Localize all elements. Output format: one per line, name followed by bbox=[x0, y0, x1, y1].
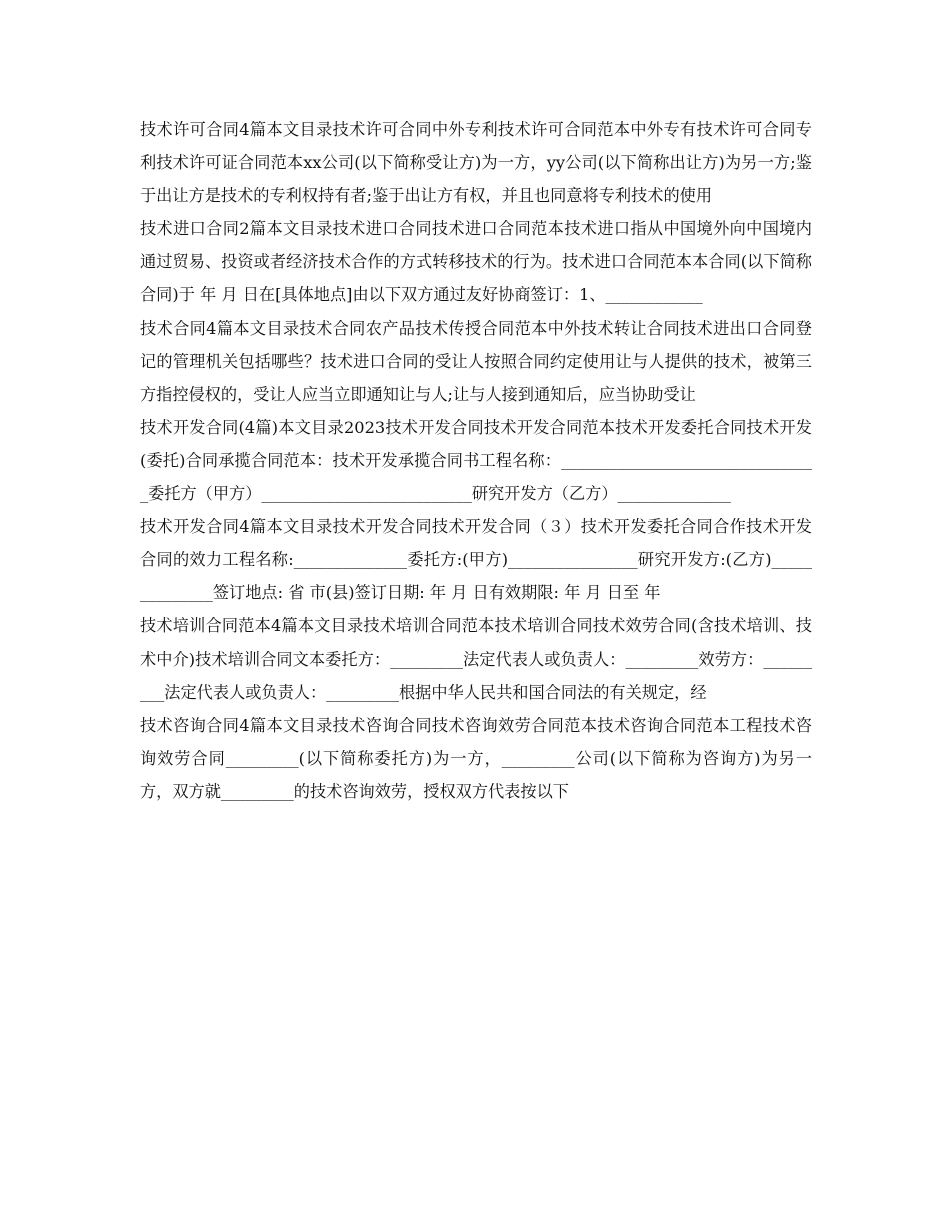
paragraph-technology-training-contract: 技术培训合同范本4篇本文目录技术培训合同范本技术培训合同技术效劳合同(含技术培训、技术中介)技术培训合同文本委托方：_________法定代表人或负责人：_________效劳方：_________法定代表人或负责人：_________根据中华人民共和国合同法的有关规定，经 bbox=[140, 616, 812, 702]
paragraph-technology-license-contract: 技术许可合同4篇本文目录技术许可合同中外专利技术许可合同范本中外专有技术许可合同专利技术许可证合同范本xx公司(以下简称受让方)为一方，yy公司(以下简称出让方)为另一方;鉴于出让方是技术的专利权持有者;鉴于出让方有权，并且也同意将专利技术的使用 bbox=[140, 120, 812, 206]
paragraph-technology-contract: 技术合同4篇本文目录技术合同农产品技术传授合同范本中外技术转让合同技术进出口合同登记的管理机关包括哪些？技术进口合同的受让人按照合同约定使用让与人提供的技术，被第三方指控侵权的，受让人应当立即通知让与人;让与人接到通知后，应当协助受让 bbox=[140, 318, 812, 404]
paragraph-technology-import-contract: 技术进口合同2篇本文目录技术进口合同技术进口合同范本技术进口指从中国境外向中国境内通过贸易、投资或者经济技术合作的方式转移技术的行为。技术进口合同范本本合同(以下简称合同)于 年 月 日在[具体地点]由以下双方通过友好协商签订：1、____________ bbox=[140, 219, 812, 305]
paragraph-technology-development-contract-a: 技术开发合同(4篇)本文目录2023技术开发合同技术开发合同范本技术开发委托合同技术开发(委托)合同承揽合同范本：技术开发承揽合同书工程名称：________________________________委托方（甲方）__________________________研究开发方（乙方）______________ bbox=[140, 417, 812, 504]
document-body bbox=[140, 113, 812, 808]
paragraph-technology-consulting-contract: 技术咨询合同4篇本文目录技术咨询合同技术咨询效劳合同范本技术咨询合同范本工程技术咨询效劳合同_________(以下简称委托方)为一方，_________公司(以下简称为咨询方)为另一方，双方就_________的技术咨询效劳，授权双方代表按以下 bbox=[140, 715, 812, 801]
paragraph-technology-development-contract-b: 技术开发合同4篇本文目录技术开发合同技术开发合同（３）技术开发委托合同合作技术开发合同的效力工程名称:______________委托方:(甲方)________________研究开发方:(乙方)______________签订地点: 省 市(县)签订日期: 年 月 日有效期限: 年 月 日至 年 bbox=[140, 517, 812, 603]
